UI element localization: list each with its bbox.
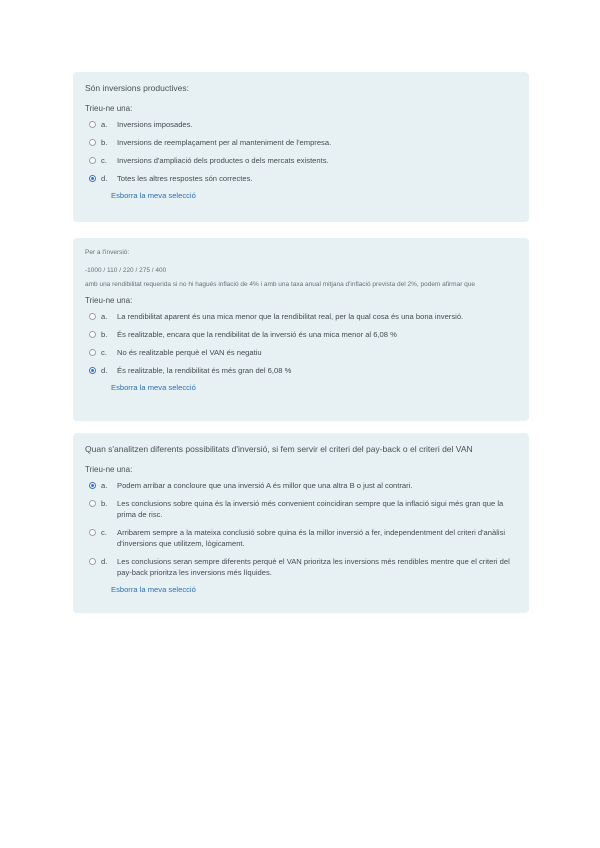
clear-selection-link[interactable]: Esborra la meva selecció [111,383,196,392]
question-text: Quan s'analitzen diferents possibilitats d'inversió, si fem servir el criteri del pay-back o el criteri del VAN [85,444,473,454]
answer-option-d[interactable] [89,365,517,376]
option-text: Les conclusions sobre quina és la inversió més convenient coincidiran sempre que la inflació sigui més gran que la prima de risc. [117,499,504,519]
answer-option-a[interactable] [89,311,517,322]
option-letter: c. [101,348,107,357]
radio-unselected-icon[interactable] [89,121,96,128]
option-letter: c. [101,528,107,537]
radio-unselected-icon[interactable] [89,500,96,507]
option-letter: a. [101,120,108,129]
clear-selection-link[interactable]: Esborra la meva selecció [111,585,196,594]
answer-option-c[interactable] [89,527,517,549]
option-text: És realitzable, encara que la rendibilitat de la inversió és una mica menor al 6,08 % [117,330,397,339]
answer-option-d[interactable] [89,173,517,184]
question-title: Per a l'inversió: [85,249,130,256]
option-text: Arribarem sempre a la mateixa conclusió sobre quina és la millor inversió a fer, independentment del criteri d'anàlisi d'inversions que utilitzem, lògicament. [117,528,506,548]
radio-selected-icon[interactable] [89,367,96,374]
question-card-2 [73,238,529,421]
option-text: Les conclusions seran sempre diferents perquè el VAN prioritza les inversions més rendibles mentre que el criteri del pay-back prioritza les inversions més líquides. [117,557,510,577]
option-text: Podem arribar a concloure que una inversió A és millor que una altra B o just al contrari. [117,481,413,490]
option-text: Inversions d'ampliació dels productes o dels mercats existents. [117,156,329,165]
answer-option-d[interactable] [89,556,517,578]
answer-option-c[interactable] [89,155,517,166]
radio-unselected-icon[interactable] [89,558,96,565]
option-text: No és realitzable perquè el VAN és negatiu [117,348,262,357]
radio-unselected-icon[interactable] [89,139,96,146]
question-card-3 [73,433,529,613]
clear-selection-link[interactable]: Esborra la meva selecció [111,191,196,200]
option-letter: a. [101,312,108,321]
option-letter: b. [101,330,108,339]
answer-option-b[interactable] [89,329,517,340]
radio-unselected-icon[interactable] [89,349,96,356]
option-letter: d. [101,366,108,375]
option-letter: c. [101,156,107,165]
answer-option-c[interactable] [89,347,517,358]
question-text: amb una rendibilitat requerida si no hi hagués inflació de 4% i amb una taxa anual mitjana d'inflació prevista del 2%, podem afirmar que [85,281,476,288]
radio-unselected-icon[interactable] [89,313,96,320]
question-card-1 [73,72,529,222]
question-data-line: -1000 / 110 / 220 / 275 / 400 [85,267,167,274]
option-letter: a. [101,481,108,490]
choose-label: Trieu-ne una: [85,296,133,305]
answer-option-b[interactable] [89,137,517,148]
option-text: La rendibilitat aparent és una mica menor que la rendibilitat real, per la qual cosa és una bona inversió. [117,312,464,321]
radio-unselected-icon[interactable] [89,157,96,164]
answer-option-a[interactable] [89,119,517,130]
radio-selected-icon[interactable] [89,175,96,182]
option-text: Totes les altres respostes són correctes. [117,174,253,183]
choose-label: Trieu-ne una: [85,465,133,474]
option-letter: b. [101,138,108,147]
option-text: Inversions de reemplaçament per al manteniment de l'empresa. [117,138,332,147]
option-letter: d. [101,174,108,183]
option-letter: b. [101,499,108,508]
answer-option-b[interactable] [89,498,517,520]
answer-option-a[interactable] [89,480,517,491]
radio-unselected-icon[interactable] [89,331,96,338]
radio-selected-icon[interactable] [89,482,96,489]
question-text: Són inversions productives: [85,83,189,93]
option-text: És realitzable, la rendibilitat és més gran del 6,08 % [117,366,292,375]
choose-label: Trieu-ne una: [85,104,133,113]
option-letter: d. [101,557,108,566]
option-text: Inversions imposades. [117,120,193,129]
radio-unselected-icon[interactable] [89,529,96,536]
